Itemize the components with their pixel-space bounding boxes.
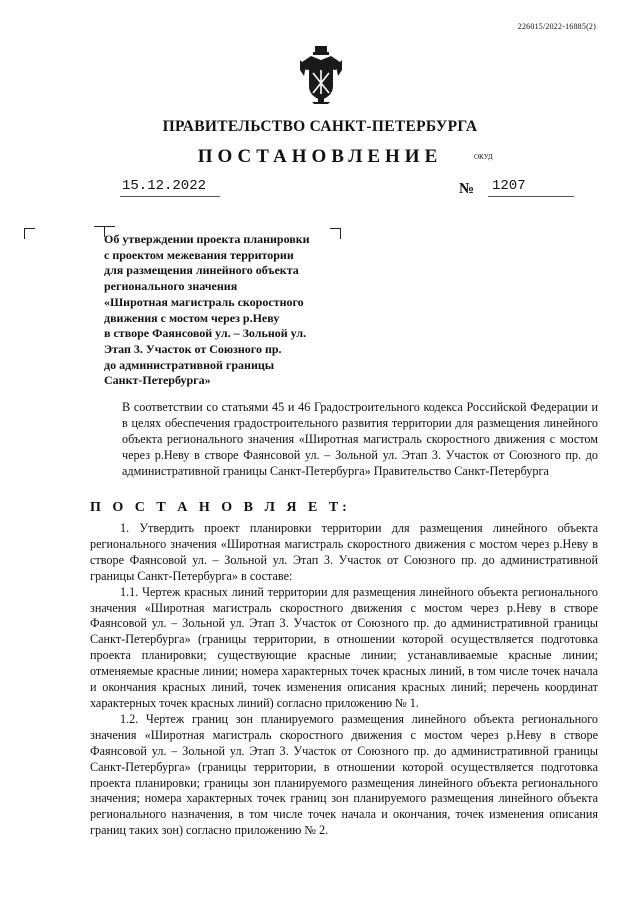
resolution-items	[90, 521, 598, 839]
subject-line: Этап 3. Участок от Союзного пр.	[104, 341, 282, 356]
document-date: 15.12.2022	[122, 178, 207, 194]
subject-line: движения с мостом через р.Неву	[104, 310, 280, 325]
resolution-item: 1.1. Чертеж красных линий территории для размещения линейного объекта регионального значения «Широтная магистраль скоростного движения с мостом через р.Неву в створе Фаянсовой ул. – Зольной ул. Этап 3. Участок от Союзного пр. до административной границы Санкт-Петербурга» (границы территории, в отношении которой осуществляется подготовка проекта планировки; существующие красные линии; устанавливаемые красные линии; отменяемые красные линии; номера характерных точек красных линий, в том числе точек начала и окончания красных линий, точек изменения описания красных линий; перечень координат характерных точек красных линий) согласно приложению № 1.	[90, 584, 598, 710]
subject-line: регионального значения	[104, 279, 238, 294]
subject-line: Об утверждении проекта планировки	[104, 232, 310, 246]
subject-line: «Широтная магистраль скоростного	[104, 294, 304, 309]
resolves-heading: П О С Т А Н О В Л Я Е Т:	[90, 500, 351, 515]
number-sign: №	[459, 181, 475, 197]
number-underline	[488, 196, 574, 197]
date-underline	[120, 196, 220, 197]
preamble-text: В соответствии со статьями 45 и 46 Градостроительного кодекса Российской Федерации и в целях обеспечения градостроительного развития территории для размещения линейного объекта регионального значения «Широтная магистраль скоростного движения с мостом через р.Неву в створе Фаянсовой ул. – Зольной ул. Этап 3. Участок от Союзного пр. до административной границы Санкт-Петербурга» Правительство Санкт-Петербурга	[122, 400, 598, 478]
subject-line: в створе Фаянсовой ул. – Зольной ул.	[104, 326, 307, 341]
government-name: ПРАВИТЕЛЬСТВО САНКТ-ПЕТЕРБУРГА	[162, 118, 478, 135]
corner-mark	[24, 228, 35, 239]
subject-line: для размещения линейного объекта	[104, 263, 299, 278]
registration-number: 226015/2022-16885(2)	[517, 22, 596, 31]
document-number: 1207	[492, 178, 526, 194]
coat-of-arms-icon	[298, 46, 344, 104]
resolution-item: 1.2. Чертеж границ зон планируемого размещения линейного объекта регионального значения «Широтная магистраль скоростного движения с мостом через р.Неву в створе Фаянсовой ул. – Зольной ул. Этап 3. Участок от Союзного пр. до административной границы Санкт-Петербурга» (границы территории, в отношении которой осуществляется подготовка проекта планировки; границы зон планируемого размещения линейного объекта регионального значения; номера характерных точек границ зон планируемого размещения линейного объекта регионального назначения, в том числе точек начала и окончания, точек изменения описания границ таких зон) согласно приложению № 2.	[90, 711, 598, 838]
preamble-paragraph	[90, 400, 598, 480]
document-subject	[104, 232, 344, 389]
subject-line: Санкт-Петербурга»	[104, 373, 211, 388]
document-type: ПОСТАНОВЛЕНИЕ	[197, 146, 443, 167]
okud-label: ОКУД	[474, 153, 493, 161]
subject-line: до административной границы	[104, 357, 275, 372]
subject-line: с проектом межевания территории	[104, 247, 294, 262]
resolution-item: 1. Утвердить проект планировки территории для размещения линейного объекта регионального значения «Широтная магистраль скоростного движения с мостом через р.Неву в створе Фаянсовой ул. – Зольной ул. Этап 3. Участок от Союзного пр. до административной границы Санкт-Петербурга» в составе:	[90, 521, 598, 583]
